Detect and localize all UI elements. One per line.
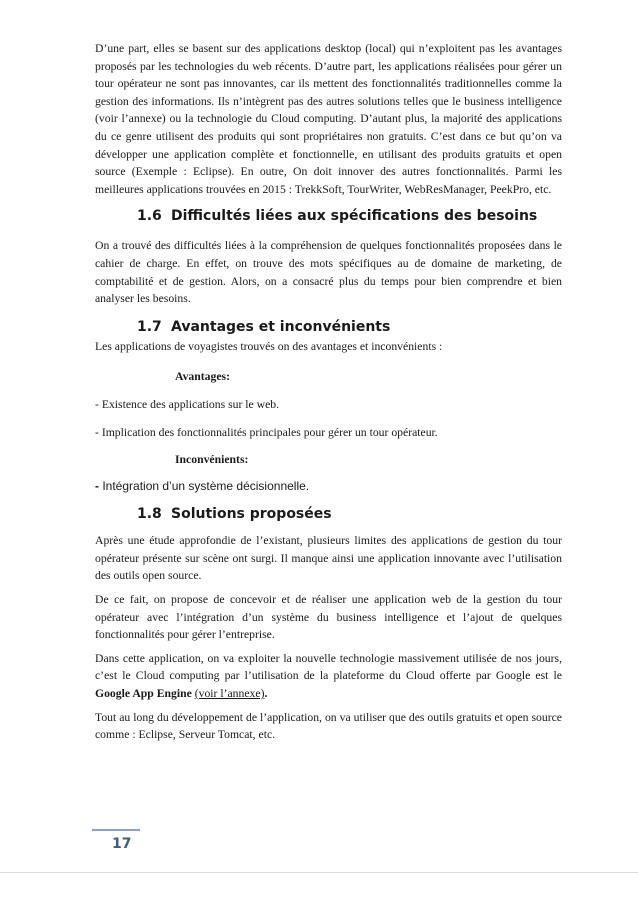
paragraph-solutions-3 xyxy=(95,650,562,703)
annex-link[interactable]: (voir l’annexe) xyxy=(194,687,265,701)
disadvantage-dash: - xyxy=(95,478,103,493)
advantage-item-2: - Implication des fonctionnalités principales pour gérer un tour opérateur. xyxy=(95,425,438,439)
paragraph-solutions-1: Après une étude approfondie de l’existant, plusieurs limites des applications de gestion du tour opérateur présente sur scène ont surgi. Il manque ainsi une application innovante avec l’utilisation des outils open source. xyxy=(95,534,562,583)
advantages-title: Avantages: xyxy=(175,370,230,384)
section-title: Avantages et inconvénients xyxy=(171,318,391,335)
advantage-item-1: - Existence des applications sur le web. xyxy=(95,397,280,411)
section-heading-1-7 xyxy=(95,319,562,335)
paragraph-difficulties: On a trouvé des difficultés liées à la compréhension de quelques fonctionnalités proposées dans le cahier de charge. En effet, on trouve des mots spécifiques au de domaine de marketing, de comptabilité et de gestion. Alors, on a consacré plus du temps pour bien comprendre et bien analyser les besoins. xyxy=(95,239,562,306)
google-app-engine-term: Google App Engine xyxy=(95,687,192,701)
section-heading-1-8 xyxy=(95,506,562,522)
page-number: 17 xyxy=(112,836,132,852)
solutions-3-period: . xyxy=(264,687,268,701)
solutions-3-text: Dans cette application, on va exploiter la nouvelle technologie massivement utilisée de nos jours, c’est le Cloud computing par l’utilisation de la plateforme du Cloud offerte par Google est le xyxy=(95,651,562,683)
page-content xyxy=(95,40,562,744)
disadvantage-item-1 xyxy=(95,478,562,496)
paragraph-solutions-4: Tout au long du développement de l’application, on va utiliser que des outils gratuits et open source comme : Eclipse, Serveur Tomcat, etc. xyxy=(95,710,562,742)
paragraph-solutions-2: De ce fait, on propose de concevoir et de réaliser une application web de la gestion du tour opérateur avec l’intégration d’un système du business intelligence et l’ajout de quelques fonctionnalités pour gérer l’entreprise. xyxy=(95,593,562,642)
paragraph-advantages-intro: Les applications de voyagistes trouvés on des avantages et inconvénients : xyxy=(95,339,443,353)
section-number: 1.7 xyxy=(137,318,162,335)
section-title: Difficultés liées aux spécifications des besoins xyxy=(171,208,538,225)
section-title: Solutions proposées xyxy=(171,506,332,523)
paragraph-intro: D’une part, elles se basent sur des applications desktop (local) qui n’exploitent pas les avantages proposés par les technologies du web récents. D’autre part, les applications réalisées pour gérer un tour opérateur ne sont pas innovantes, car ils mettent des fonctionnalités traditionnelles comme la gestion des informations. Ils n’intègrent pas des autres solutions telles que le business intelligence (voir l’annexe) ou la technologie du Cloud computing. D’autant plus, la majorité des applications du ce genre utilisent des produits qui sont propriétaires non gratuits. C’est dans ce but qu’on va développer une application complète et fonctionnelle, en utilisant des produits gratuits et open source (Exemple : Eclipse). En outre, On doit innover des autres fonctionnalités. Parmi les meilleures applications trouvées en 2015 : TrekkSoft, TourWriter, WebResManager, PeekPro, etc. xyxy=(95,42,562,196)
disadvantages-title: Inconvénients: xyxy=(175,453,249,467)
footer-divider xyxy=(92,829,140,831)
section-heading-1-6 xyxy=(95,208,562,224)
disadvantage-text: Intégration d’un système décisionnelle. xyxy=(102,478,310,493)
section-number: 1.8 xyxy=(137,506,162,523)
page-bottom-edge xyxy=(0,872,638,873)
section-number: 1.6 xyxy=(137,208,162,225)
